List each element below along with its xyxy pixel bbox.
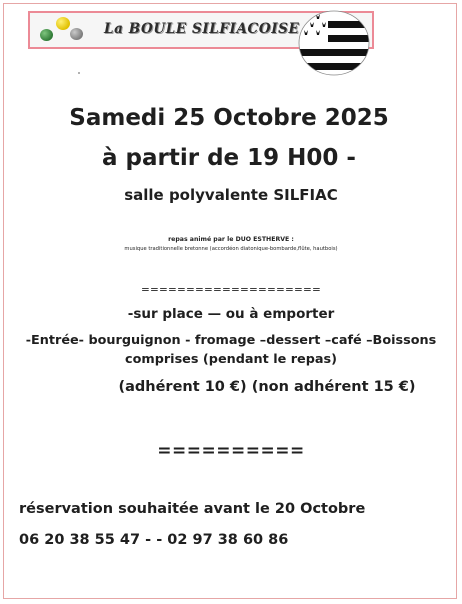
music-description: musique traditionnelle bretonne (accordéon diatonique-bombarde,flûte, hautbois): [124, 246, 338, 252]
stray-dot: [78, 72, 80, 74]
menu-line-continued: comprises (pendant le repas): [125, 352, 337, 367]
grey-boule-icon: [70, 28, 83, 40]
entertainment-line: repas animé par le DUO ESTHERVE :: [168, 236, 294, 243]
yellow-boule-icon: [56, 17, 70, 30]
menu-line: -Entrée- bourguignon - fromage –dessert –café –Boissons: [25, 333, 437, 348]
event-time: à partir de 19 H00 -: [102, 145, 356, 171]
divider-line: ====================: [141, 284, 321, 296]
phone-numbers: 06 20 38 55 47 - - 02 97 38 60 86: [19, 532, 289, 548]
breton-flag-icon: [298, 10, 370, 76]
service-options: -sur place — ou à emporter: [127, 306, 335, 322]
club-name: La BOULE SILFIACOISE: [104, 21, 300, 37]
event-date: Samedi 25 Octobre 2025: [69, 105, 389, 131]
price-line: (adhérent 10 €) (non adhérent 15 €): [118, 379, 416, 395]
event-venue: salle polyvalente SILFIAC: [124, 186, 338, 204]
divider-line-bold: ==========: [157, 441, 305, 461]
green-boule-icon: [40, 29, 53, 41]
reservation-deadline: réservation souhaitée avant le 20 Octobre: [19, 501, 366, 517]
